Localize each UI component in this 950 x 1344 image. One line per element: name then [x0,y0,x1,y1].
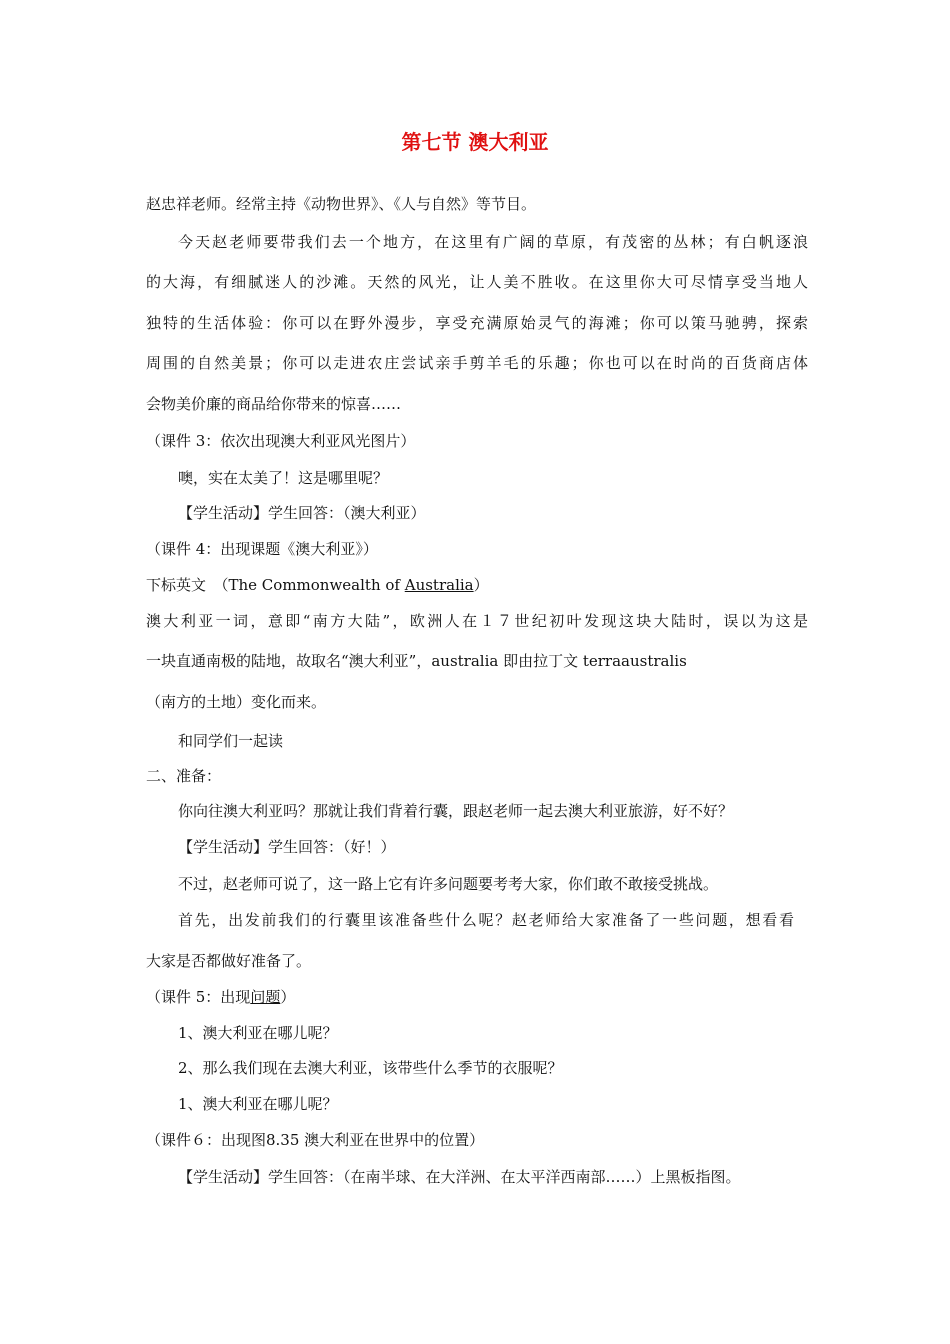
student-activity: 【学生活动】学生回答：（在南半球、在大洋洲、在太平洋西南部……）上黑板指图。 [178,1168,741,1186]
paragraph-line: 周围的自然美景；你可以走进农庄尝试亲手剪羊毛的乐趣；你也可以在时尚的百货商店体 [146,354,808,372]
paragraph-line: 你向往澳大利亚吗？那就让我们背着行囊，跟赵老师一起去澳大利亚旅游，好不好？ [178,802,734,820]
paragraph-line: 澳大利亚一词，意即“南方大陆”，欧洲人在１７世纪初叶发现这块大陆时，误以为这是 [146,612,808,630]
courseware-note: （课件 4：出现课题《澳大利亚》） [146,540,378,558]
courseware-note: （课件６：出现图8.35 澳大利亚在世界中的位置） [146,1131,485,1149]
question-item: 2、那么我们现在去澳大利亚，该带些什么季节的衣服呢？ [178,1059,563,1077]
english-subtitle-prefix: 下标英文 （The Commonwealth of [146,576,405,594]
question-item: 1、澳大利亚在哪儿呢？ [178,1024,338,1042]
paragraph-line: 不过，赵老师可说了，这一路上它有许多问题要考考大家，你们敢不敢接受挑战。 [178,875,719,893]
section-heading: 二、准备： [146,767,222,785]
student-activity: 【学生活动】学生回答：（好！） [178,838,396,856]
paragraph-line: 独特的生活体验：你可以在野外漫步，享受充满原始灵气的海滩；你可以策马驰骋，探索 [146,314,808,332]
courseware-note-underlined: 问题 [250,988,281,1006]
paragraph-line: 一块直通南极的陆地，故取名“澳大利亚”，australia 即由拉丁文 terraaustralis [146,652,687,670]
paragraph-line: 的大海，有细腻迷人的沙滩。天然的风光，让人美不胜收。在这里你大可尽情享受当地人 [146,273,808,291]
courseware-note [146,986,295,1008]
courseware-note: （课件 3：依次出现澳大利亚风光图片） [146,432,416,450]
english-subtitle-underlined: Australia [404,576,474,594]
paragraph-line: 首先，出发前我们的行囊里该准备些什么呢？赵老师给大家准备了一些问题，想看看 [178,911,794,929]
paragraph-line: 噢，实在太美了！这是哪里呢？ [178,469,389,487]
paragraph-line: 会物美价廉的商品给你带来的惊喜…… [146,395,402,413]
courseware-note-suffix: ） [280,988,296,1006]
paragraph-line: 大家是否都做好准备了。 [146,952,312,970]
paragraph-line: （南方的土地）变化而来。 [146,693,327,711]
page-title: 第七节 澳大利亚 [401,130,549,154]
paragraph-line: 和同学们一起读 [178,732,284,750]
question-item: 1、澳大利亚在哪儿呢？ [178,1095,338,1113]
paragraph-line: 赵忠祥老师。经常主持《动物世界》、《人与自然》等节目。 [146,195,537,213]
courseware-note-prefix: （课件 5：出现 [146,988,251,1006]
paragraph-line: 今天赵老师要带我们去一个地方，在这里有广阔的草原，有茂密的丛林；有白帆逐浪 [178,233,808,251]
english-subtitle-suffix: ） [473,576,489,594]
student-activity: 【学生活动】学生回答：（澳大利亚） [178,504,426,522]
english-subtitle-line [146,574,489,596]
